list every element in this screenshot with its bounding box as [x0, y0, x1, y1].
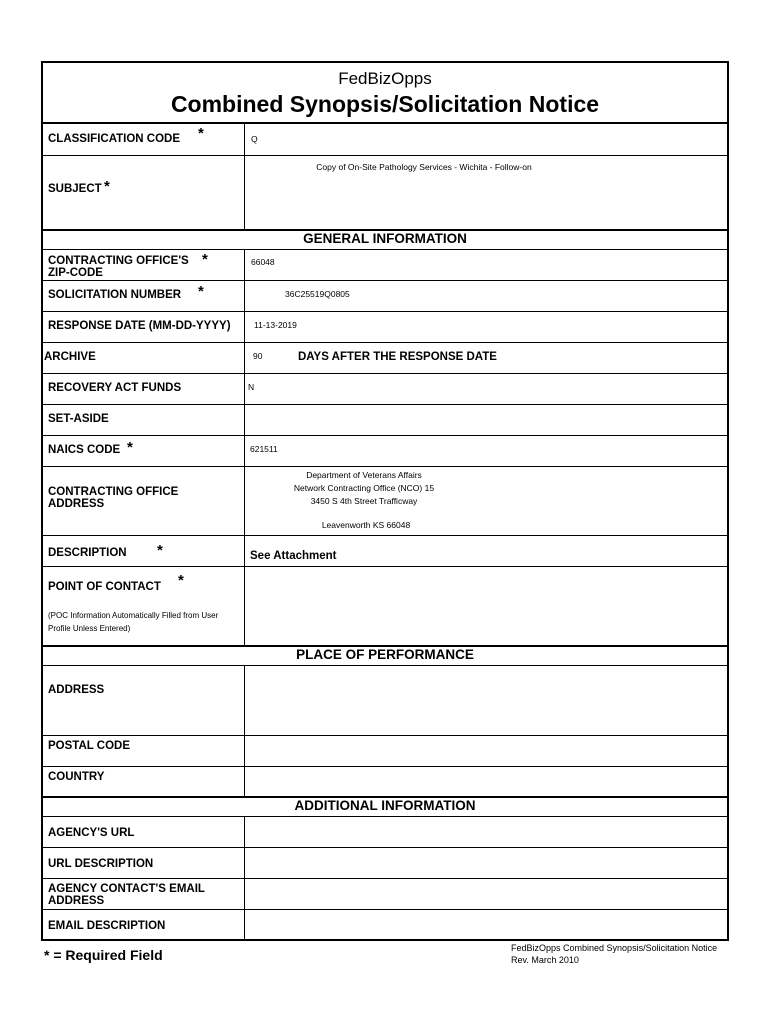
solicitation-form: [41, 61, 729, 941]
required-field-note: * = Required Field: [44, 947, 163, 963]
office-address-line: Department of Veterans Affairs: [306, 470, 422, 480]
place-of-performance-heading: PLACE OF PERFORMANCE: [296, 647, 474, 662]
required-star: *: [157, 542, 163, 559]
agency-url-label: AGENCY'S URL: [48, 827, 135, 839]
form-revision: Rev. March 2010: [511, 955, 579, 965]
archive-label: ARCHIVE: [44, 351, 96, 363]
archive-value[interactable]: 90: [253, 351, 263, 361]
solicitation-number-value[interactable]: 36C25519Q0805: [285, 289, 350, 299]
column-divider: [244, 816, 245, 941]
divider: [43, 155, 727, 156]
zip-code-value[interactable]: 66048: [251, 257, 275, 267]
divider: [43, 816, 727, 817]
poc-note: (POC Information Automatically Filled from User Profile Unless Entered): [48, 611, 219, 633]
column-divider: [244, 249, 245, 645]
response-date-label: RESPONSE DATE (MM-DD-YYYY): [48, 320, 231, 332]
divider: [43, 311, 727, 312]
email-description-label: EMAIL DESCRIPTION: [48, 920, 166, 932]
office-address-line: Network Contracting Office (NCO) 15: [293, 483, 435, 493]
form-name: FedBizOpps Combined Synopsis/Solicitation Notice: [511, 943, 718, 953]
form-footer: [511, 942, 731, 966]
divider: [43, 909, 727, 910]
set-aside-label: SET-ASIDE: [48, 413, 109, 425]
description-label: DESCRIPTION: [48, 547, 127, 559]
additional-information-heading: ADDITIONAL INFORMATION: [294, 798, 476, 813]
recovery-act-value[interactable]: N: [248, 382, 255, 392]
required-star: *: [198, 283, 204, 300]
required-star: *: [178, 572, 184, 589]
point-of-contact-label: POINT OF CONTACT: [48, 581, 161, 593]
required-star: *: [127, 439, 133, 456]
column-divider: [244, 122, 245, 229]
recovery-act-label: RECOVERY ACT FUNDS: [48, 382, 182, 394]
divider: [43, 735, 727, 736]
office-address-label: CONTRACTING OFFICE ADDRESS: [48, 486, 179, 510]
divider: [43, 122, 727, 124]
url-description-label: URL DESCRIPTION: [48, 858, 154, 870]
naics-code-label: NAICS CODE: [48, 444, 121, 456]
classification-code-label: CLASSIFICATION CODE: [48, 133, 181, 145]
classification-code-value[interactable]: Q: [251, 134, 258, 144]
divider: [43, 249, 727, 250]
divider: [43, 766, 727, 767]
divider: [43, 466, 727, 467]
site-name: FedBizOpps: [338, 69, 432, 88]
divider: [43, 373, 727, 374]
response-date-value[interactable]: 11-13-2019: [254, 320, 297, 330]
divider: [43, 280, 727, 281]
office-address-line: 3450 S 4th Street Trafficway: [310, 496, 418, 506]
required-star: *: [198, 125, 204, 142]
subject-value[interactable]: Copy of On-Site Pathology Services - Wichita - Follow-on: [316, 162, 532, 172]
agency-email-label: AGENCY CONTACT'S EMAIL ADDRESS: [48, 883, 205, 907]
divider: [43, 878, 727, 879]
divider: [43, 665, 727, 666]
country-label: COUNTRY: [48, 771, 105, 783]
divider: [43, 566, 727, 567]
divider: [43, 342, 727, 343]
required-star: *: [202, 251, 208, 268]
archive-suffix: DAYS AFTER THE RESPONSE DATE: [298, 351, 497, 363]
zip-code-label: CONTRACTING OFFICE'S ZIP-CODE: [48, 255, 189, 279]
column-divider: [244, 665, 245, 796]
divider: [43, 847, 727, 848]
divider: [43, 535, 727, 536]
performance-address-label: ADDRESS: [48, 684, 105, 696]
general-information-heading: GENERAL INFORMATION: [303, 231, 467, 246]
required-star: *: [104, 178, 110, 195]
divider: [43, 435, 727, 436]
naics-code-value[interactable]: 621511: [250, 444, 278, 454]
office-address-line: Leavenworth KS 66048: [321, 520, 411, 530]
subject-label: SUBJECT: [48, 183, 102, 195]
postal-code-label: POSTAL CODE: [48, 740, 130, 752]
form-title: Combined Synopsis/Solicitation Notice: [170, 91, 600, 117]
divider: [43, 404, 727, 405]
solicitation-number-label: SOLICITATION NUMBER: [48, 289, 182, 301]
description-value[interactable]: See Attachment: [250, 550, 337, 562]
